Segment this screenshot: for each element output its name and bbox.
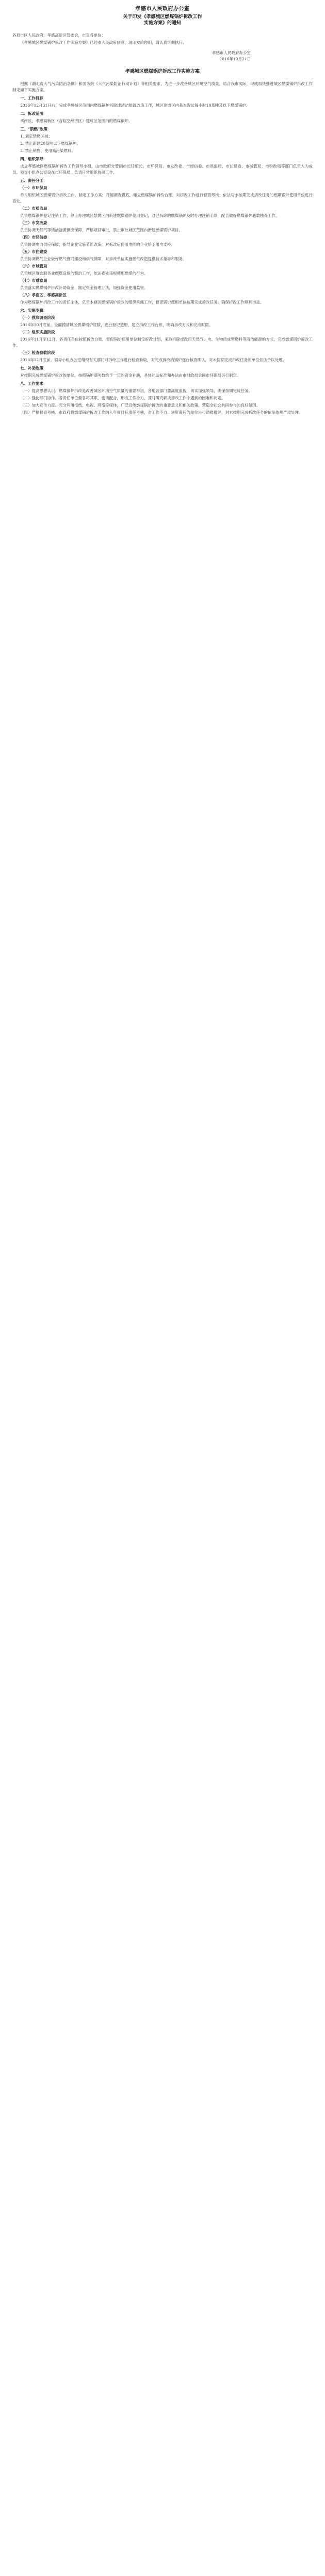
section-paragraph: （三）加大宣传力度。充分利用报纸、电视、网络等媒体，广泛宣传燃煤锅炉拆改的重要意义和相关政策，营造全社会共同参与的良好氛围。 — [20, 403, 260, 408]
section-heading: 一、工作目标 — [20, 96, 43, 100]
section-paragraph: 2016年12月31日前，完成孝感城区范围内燃煤锅炉拆除或清洁能源改造工作，城区建成区内基本淘汰每小时10蒸吨及以下燃煤锅炉。 — [20, 103, 250, 108]
section-paragraph: 孝南区、孝感高新区（含临空经济区）建成区范围内的燃煤锅炉。 — [20, 118, 133, 123]
section-heading: 二、拆改范围 — [20, 111, 43, 116]
notice-title-line-1: 关于印发《孝感城区燃煤锅炉拆改工作 — [123, 14, 202, 20]
subsection-heading: （三）检查验收阶段 — [20, 350, 55, 355]
plan-title: 孝感城区燃煤锅炉拆改工作实施方案 — [125, 69, 200, 74]
section-paragraph: （四）严格督查考核。市政府将燃煤锅炉拆改工作纳入年度目标责任考核，对工作不力、进度滞后的单位进行通报批评，对未按期完成拆改任务的依法依规严肃处理。 — [20, 410, 303, 415]
notice-signer: 孝感市人民政府办公室 — [212, 50, 251, 55]
section-paragraph: 负责落实燃煤锅炉拆改补助资金，制定资金管理办法，加强资金使用监管。 — [20, 285, 148, 290]
notice-date: 2016年10月21日 — [219, 57, 251, 61]
subsection-heading: （三）市发改委 — [20, 221, 47, 225]
plan-intro: 根据《湖北省大气污染防治条例》和国务院《大气污染防治行动计划》等相关要求，为进一步改善城区环境空气质量，结合我市实际，现就加快推进城区燃煤锅炉拆改工作制定如下实施方案。 — [12, 81, 313, 92]
notice-title-line-2: 实施方案》的通知 — [143, 21, 181, 26]
plan-sections — [12, 95, 313, 416]
subsection-heading: （五）市住建委 — [20, 249, 47, 254]
subsection-heading: （一）市环保局 — [20, 185, 47, 190]
section-paragraph: （一）提高思想认识。燃煤锅炉拆改是改善城区环境空气质量的重要举措，各地各部门要高度重视，切实加强领导，确保按期完成任务。 — [20, 388, 252, 393]
section-paragraph: 1. 划定禁燃区域； — [20, 134, 53, 139]
subsection-heading: （一）摸底调查阶段 — [20, 315, 55, 320]
section-heading: 三、"禁燃"政策 — [20, 127, 47, 131]
subsection-heading: （六）市城管局 — [20, 264, 47, 268]
subsection-heading: （四）市经信委 — [20, 235, 47, 240]
section-paragraph: 2. 禁止新建20蒸吨以下燃煤锅炉； — [20, 141, 80, 146]
subsection-heading: （二）市质监局 — [20, 206, 47, 211]
section-heading: 六、实施步骤 — [20, 308, 43, 313]
section-paragraph: 负责协调天然气等清洁能源供应保障，严格项目审批，禁止审批城区范围内新建燃煤锅炉项目。 — [20, 228, 183, 232]
section-heading: 七、补助政策 — [20, 366, 43, 370]
section-paragraph: 负责协调燃气企业做好燃气管网建设和供气保障，对拆改单位实施燃气改造提供技术指导和服务。 — [20, 257, 187, 261]
section-paragraph: （二）强化部门协作。各责任单位要各司其职、密切配合，形成工作合力，及时研究解决拆改工作中遇到的困难和问题。 — [20, 396, 225, 400]
notice-body: 《孝感城区燃煤锅炉拆改工作实施方案》已经市人民政府同意，现印发给你们，请认真贯彻执行。 — [20, 40, 187, 45]
section-paragraph: 负责燃煤锅炉登记注销工作，停止办理城区禁燃区内新建燃煤锅炉使用登记，对已拆除的燃煤锅炉及时办理注销手续，配合做好燃煤锅炉底数核查工作。 — [20, 213, 280, 218]
subsection-heading: （七）市财政局 — [20, 278, 47, 283]
section-heading: 八、工作要求 — [20, 381, 43, 386]
section-paragraph: 作为燃煤锅炉拆改工作的责任主体，负责本辖区燃煤锅炉拆改的组织实施工作，督促锅炉使用单位按期完成拆改任务，确保拆改工作顺利推进。 — [20, 300, 264, 304]
section-paragraph: 对按期完成燃煤锅炉拆改的单位，按照锅炉蒸吨数给予一定的资金补助，具体补助标准和办法由市财政局会同市环保局另行制定。 — [20, 373, 241, 378]
section-heading: 四、组织领导 — [20, 157, 43, 161]
section-paragraph: 牵头组织城区燃煤锅炉拆改工作，制定工作方案，开展调查摸底，建立燃煤锅炉拆改台账，对拆改工作进行督查考核；依法对未按期完成拆改任务的燃煤锅炉使用单位进行查处。 — [12, 193, 313, 204]
section-paragraph: 2016年10月底前，全面摸清城区燃煤锅炉底数，逐台登记造册，建立拆改工作台账，明确拆改方式和完成时限。 — [20, 323, 213, 327]
notice-recipients: 各县市区人民政府，孝感高新区管委会，市直各单位： — [12, 33, 105, 38]
section-heading: 五、责任分工 — [20, 178, 43, 183]
issuer-name: 孝感市人民政府办公室 — [135, 6, 190, 12]
section-paragraph: 负责城区餐饮服务业燃煤设施的整治工作，依法查处违规使用燃煤的行为。 — [20, 271, 148, 276]
subsection-heading: （二）组织实施阶段 — [20, 330, 55, 334]
section-paragraph: 2016年11月至12月，各责任单位按照拆改台账，督促锅炉使用单位制定拆改计划，采取拆除或改用天然气、电、生物质成型燃料等清洁能源的方式，完成燃煤锅炉拆改工作。 — [12, 337, 313, 348]
subsection-heading: （八）孝南区、孝感高新区 — [20, 293, 67, 297]
notice-title — [12, 14, 313, 26]
section-paragraph: 成立孝感城区燃煤锅炉拆改工作领导小组，由市政府分管副市长任组长，市环保局、市发改委、市经信委、市质监局、市住建委、市城管局、市财政局等部门负责人为成员。领导小组办公室设在市环保局，负责日常组织协调工作。 — [12, 164, 313, 175]
section-paragraph: 负责协调电力供应保障，指导企业实施节能改造，对拆改后使用电能的企业给予用电支持。 — [20, 242, 175, 247]
section-paragraph: 3. 禁止销售、使用高污染燃料。 — [20, 148, 76, 153]
section-paragraph: 2016年12月底前，领导小组办公室组织有关部门对拆改工作进行检查验收，对完成拆改的锅炉逐台核查确认，对未按期完成拆改任务的单位依法予以处理。 — [20, 358, 287, 362]
